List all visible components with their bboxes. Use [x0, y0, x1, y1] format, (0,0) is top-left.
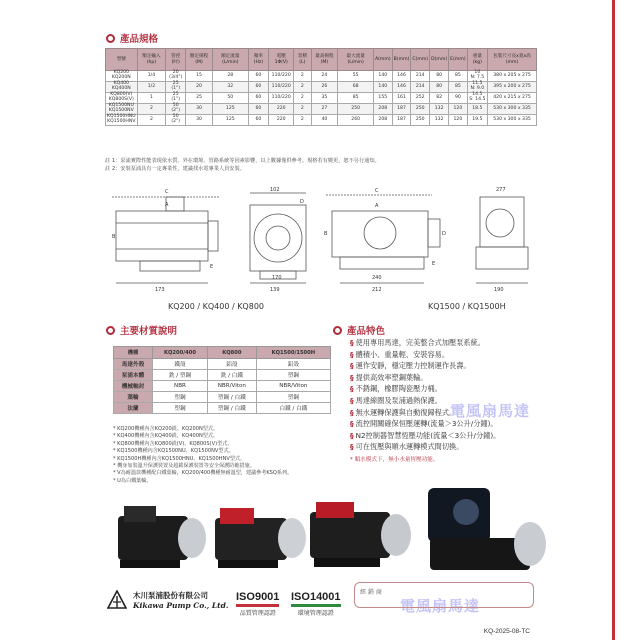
spec-cell: 2: [294, 82, 311, 93]
spec-cell: 50 (2"): [166, 115, 186, 126]
material-note: * 機身加裝溫升保護裝置及超載保護裝置等安全保護防範措施。: [113, 463, 255, 470]
material-cell: 塑鋼: [256, 392, 330, 403]
watermark: 電風扇馬達: [450, 402, 531, 420]
iso-bar: [291, 604, 341, 607]
pump-photo-kq1500: [428, 488, 546, 570]
spec-cell: 530 x 300 x 335: [488, 115, 537, 126]
spec-cell: 28: [212, 71, 248, 82]
spec-cell: 2: [294, 93, 311, 104]
check-icon: §: [350, 349, 354, 359]
pump-photo-kq200: [118, 506, 206, 568]
check-icon: §: [350, 372, 354, 382]
material-table: [113, 346, 331, 414]
spec-header-cell: B(mm): [392, 49, 411, 71]
check-icon: §: [350, 361, 354, 371]
material-cell: 銑 / 白鐵: [207, 370, 256, 381]
spec-header-cell: 額定輸入(hp): [137, 49, 166, 71]
spec-cell: 10 N: 7.5: [467, 71, 487, 82]
product-photos: [110, 478, 550, 578]
dim-label: 240: [372, 275, 382, 281]
spec-cell: 60: [248, 82, 269, 93]
spec-cell: 146: [392, 71, 411, 82]
material-cell: 塑鋼 / 白鐵: [207, 392, 256, 403]
material-cell: 機械軸封: [114, 381, 153, 392]
spec-header-cell: C(mm): [411, 49, 430, 71]
spec-header-cell: 最大流量(L/min): [338, 49, 374, 71]
dim-label: C: [165, 189, 169, 195]
material-cell: NBR/Viton: [256, 381, 330, 392]
pump-photo-kq800: [310, 502, 411, 567]
spec-cell: 187: [392, 104, 411, 115]
spec-cell: 24: [311, 71, 338, 82]
spec-cell: 30: [186, 115, 213, 126]
spec-header-cell: 型號: [106, 49, 138, 71]
spec-row: [106, 115, 537, 126]
check-icon: §: [350, 442, 354, 452]
spec-cell: 125: [212, 104, 248, 115]
spec-cell: 110/220: [269, 82, 294, 93]
spec-cell: 132: [430, 104, 449, 115]
spec-note: 註 1：泵浦實際性能表現依水質、外在環境、管路系統等因素影響，以上數據僅供參考。規格若有變更，恕不另行通知。: [105, 158, 380, 164]
caption-left: KQ200 / KQ400 / KQ800: [168, 302, 264, 311]
material-header-cell: 機種: [114, 347, 153, 359]
dim-label: E: [432, 261, 436, 267]
spec-cell: 2: [294, 104, 311, 115]
dim-label: A: [165, 202, 169, 208]
dim-label: 102: [270, 187, 280, 193]
feature-text: 運作安靜，穩定壓力控制運作長壽。: [355, 361, 471, 371]
spec-note: 註 2：安裝泵浦具有一定專業性，建議找水電專業人員安裝。: [105, 166, 245, 172]
material-cell: 鋁殼: [207, 359, 256, 370]
spec-cell: 395 x 200 x 275: [488, 82, 537, 93]
spec-header-cell: 額定流量(L/min): [212, 49, 248, 71]
feature-item: [350, 372, 550, 384]
spec-cell: 80: [430, 71, 449, 82]
spec-header-cell: D(mm): [430, 49, 449, 71]
feature-item: [350, 383, 550, 395]
spec-cell: 82: [430, 93, 449, 104]
material-cell: 白鐵 / 白鐵: [256, 403, 330, 414]
spec-cell: 208: [373, 104, 392, 115]
spec-cell: 20: [186, 82, 213, 93]
spec-cell: 250: [411, 115, 430, 126]
spec-header-cell: A(mm): [373, 49, 392, 71]
material-header-cell: KQ1500/1500H: [256, 347, 330, 359]
spec-cell: 125: [212, 115, 248, 126]
spec-cell: 1/2: [137, 82, 166, 93]
material-table-body: [114, 359, 331, 414]
spec-cell: 68: [338, 82, 374, 93]
check-icon: §: [350, 338, 354, 347]
material-note: * KQ1500H機種內含KQ1500HNU、KQ1500HNV型式。: [113, 455, 246, 462]
circle-icon: [106, 326, 115, 335]
dim-label: 173: [155, 287, 165, 293]
spec-header-cell: 最高揚程(M): [311, 49, 338, 71]
dim-label: 190: [494, 287, 504, 293]
spec-notes: [105, 157, 380, 173]
material-cell: 法蘭: [114, 403, 153, 414]
feature-text: 不銹鋼，橡膠陶瓷壓力桶。: [355, 384, 442, 394]
spec-cell: 140: [373, 71, 392, 82]
spec-row: [106, 104, 537, 115]
dim-label: D: [300, 199, 304, 205]
company-logo-block: [107, 590, 229, 610]
material-cell: 鐵殼: [153, 359, 208, 370]
spec-cell: 250: [411, 104, 430, 115]
spec-cell: 27: [311, 104, 338, 115]
dim-label: 212: [372, 287, 382, 293]
spec-cell: 85: [338, 93, 374, 104]
spec-table-header: [106, 49, 537, 71]
feature-text: 流控開關確保恒壓運轉(流量＞3公升/分鐘)。: [355, 419, 498, 429]
pump-drawing-kq200: [110, 183, 310, 293]
spec-cell: 2: [294, 71, 311, 82]
material-note: * KQ200機種內含KQ200銑、KQ200N型式。: [113, 426, 219, 432]
iso9001-badge: ISO9001 品質管理認證: [236, 591, 280, 617]
spec-cell: 214: [411, 71, 430, 82]
feature-text: 馬達線圈及泵浦過熱保護。: [355, 395, 442, 405]
pump-drawing-kq1500: [320, 183, 550, 293]
dim-label: A: [375, 203, 379, 209]
spec-header-cell: 容積(L): [294, 49, 311, 71]
spec-cell: KQ1500HNU KQ1500HNV: [107, 114, 136, 124]
spec-cell: 214: [411, 82, 430, 93]
spec-cell: 60: [248, 93, 269, 104]
material-note: * KQ1500機種內含KQ1500NU、KQ1500NV型式。: [113, 448, 234, 455]
spec-cell: 187: [392, 115, 411, 126]
spec-cell: 120: [449, 115, 467, 126]
dim-label: E: [210, 264, 214, 270]
spec-table: [105, 48, 537, 126]
dim-label: 277: [496, 187, 506, 193]
material-note: * KQ800機種內含KQ800銑(V)、KQ800S(V)型式。: [113, 440, 233, 447]
material-cell: 鋁殼: [256, 359, 330, 370]
feature-item: [350, 360, 550, 372]
feature-item: [350, 430, 550, 442]
spec-row: [106, 82, 537, 93]
material-cell: 塑鋼: [153, 392, 208, 403]
iso14001-badge: ISO14001 環境管理認證: [291, 591, 341, 617]
spec-header-cell: 管徑(吋): [166, 49, 186, 71]
material-cell: 塑鋼: [153, 403, 208, 414]
spec-cell: 85: [449, 82, 467, 93]
material-note: * KQ400機種內含KQ400銑、KQ400N型式。: [113, 433, 219, 440]
spec-cell: 2: [137, 104, 166, 115]
spec-cell: 50 (2"): [166, 104, 186, 115]
kikawa-logo-icon: [107, 590, 127, 610]
circle-icon: [106, 34, 115, 43]
spec-cell: 25: [186, 93, 213, 104]
material-notes: [113, 426, 292, 485]
features-footnote: * 順水模式下，無小水量恆壓功能。: [350, 456, 439, 463]
spec-cell: 530 x 300 x 335: [488, 104, 537, 115]
iso-bar: [236, 604, 279, 607]
feature-text: 無水運轉保護與自動復歸程式。: [355, 407, 457, 417]
spec-cell: 19.5: [467, 115, 487, 126]
material-row: [114, 381, 331, 392]
material-cell: 泵浦本體: [114, 370, 153, 381]
spec-cell: KQ200 KQ200N: [106, 71, 138, 82]
spec-cell: 90: [449, 93, 467, 104]
check-icon: §: [350, 384, 354, 394]
check-icon: §: [350, 419, 354, 429]
pump-photo-kq400: [215, 508, 306, 568]
watermark: 電風扇馬達: [400, 597, 481, 615]
dim-label: D: [442, 231, 446, 237]
spec-cell: 60: [248, 71, 269, 82]
dim-label: 170: [272, 275, 282, 281]
circle-icon: [333, 326, 342, 335]
spec-cell: 60: [248, 104, 269, 115]
company-name-en: Kikawa Pump Co., Ltd.: [133, 601, 229, 610]
spec-cell: KQ400 KQ400N: [106, 82, 138, 93]
spec-cell: 14.5 S: 14.5: [467, 93, 487, 104]
spec-cell: 140: [373, 82, 392, 93]
feature-text: N2控制器智慧恆壓功能(流量＜3公升/分鐘)。: [355, 430, 501, 440]
spec-cell: 220: [269, 115, 294, 126]
spec-header-cell: 頻率(Hz): [248, 49, 269, 71]
material-table-header: [114, 347, 331, 359]
feature-item: [350, 441, 550, 453]
material-row: [114, 370, 331, 381]
spec-header-cell: 額定揚程(M): [186, 49, 213, 71]
material-note: * U為白鐵葉輪。: [113, 477, 152, 484]
feature-text: 提供高效率塑鋼葉輪。: [355, 372, 428, 382]
spec-cell: 2: [137, 115, 166, 126]
right-red-bar: [612, 0, 615, 640]
spec-cell: 380 x 205 x 275: [488, 71, 537, 82]
spec-header-cell: 重量(kg): [467, 49, 487, 71]
spec-cell: 20 (3/4"): [166, 71, 186, 82]
spec-cell: 60: [248, 115, 269, 126]
dim-label: B: [112, 234, 116, 240]
feature-text: 可在恆壓與順水運轉模式間切換。: [355, 442, 464, 452]
spec-cell: 161: [392, 93, 411, 104]
material-row: [114, 392, 331, 403]
check-icon: §: [350, 430, 354, 440]
caption-right: KQ1500 / KQ1500H: [428, 302, 506, 311]
material-cell: NBR: [153, 381, 208, 392]
spec-cell: 11.5 N: 9.0: [467, 82, 487, 93]
spec-cell: 1/4: [137, 71, 166, 82]
spec-cell: 30: [186, 104, 213, 115]
spec-row: [106, 93, 537, 104]
spec-row: [106, 71, 537, 82]
spec-cell: 25 (1"): [166, 93, 186, 104]
material-section-title: 主要材質說明: [106, 323, 177, 337]
material-cell: NBR/Viton: [207, 381, 256, 392]
spec-cell: 85: [449, 71, 467, 82]
feature-item: [350, 349, 550, 361]
dim-label: B: [324, 231, 328, 237]
company-name-cn: 木川泵浦股份有限公司: [133, 591, 208, 600]
spec-cell: 40: [311, 115, 338, 126]
spec-cell: 1: [137, 93, 166, 104]
spec-cell: 15: [186, 71, 213, 82]
spec-header-cell: E(mm): [449, 49, 467, 71]
spec-cell: 220: [269, 104, 294, 115]
spec-cell: 110/220: [269, 93, 294, 104]
spec-cell: 155: [373, 93, 392, 104]
material-cell: 馬達外殼: [114, 359, 153, 370]
spec-cell: KQ1500NU KQ1500NV: [106, 104, 138, 115]
spec-cell: 26: [311, 82, 338, 93]
material-cell: 塑鋼: [256, 370, 330, 381]
spec-cell: 208: [373, 115, 392, 126]
feature-text: 使用專用馬達，完美整合式加壓泵系統。: [355, 338, 485, 347]
spec-cell: 80: [430, 82, 449, 93]
dealer-box: [354, 582, 534, 608]
spec-cell: 18.5: [467, 104, 487, 115]
dim-label: 139: [270, 287, 280, 293]
spec-cell: KQ800(V) KQ800S(V): [106, 93, 138, 104]
material-cell: 葉輪: [114, 392, 153, 403]
spec-cell: 250: [338, 104, 374, 115]
material-note: * V為耐溫款機種配白鐵葉輪，KQ200/400機種無耐溫型，建議參考KSQ系列。: [113, 470, 293, 477]
feature-text: 體積小、重量輕、安裝容易。: [355, 349, 450, 359]
feature-item: [350, 337, 550, 349]
spec-cell: 55: [338, 71, 374, 82]
spec-table-body: [106, 71, 537, 126]
spec-cell: 50: [212, 93, 248, 104]
material-header-cell: KQ800: [207, 347, 256, 359]
check-icon: §: [350, 407, 354, 417]
spec-header-cell: 電壓1Φ(V): [269, 49, 294, 71]
dim-label: C: [375, 188, 379, 194]
spec-cell: 146: [392, 82, 411, 93]
spec-cell: 132: [430, 115, 449, 126]
spec-header-cell: 包裝尺寸長x寬x高(mm): [488, 49, 537, 71]
spec-cell: 120: [449, 104, 467, 115]
check-icon: §: [350, 395, 354, 405]
dealer-label: 經 銷 商: [360, 589, 382, 596]
spec-cell: 32: [212, 82, 248, 93]
material-row: [114, 359, 331, 370]
material-cell: 塑鋼 / 白鐵: [207, 403, 256, 414]
document-number: KQ-2025-08-TC: [483, 628, 530, 635]
features-section-title: 產品特色: [333, 323, 385, 337]
material-row: [114, 403, 331, 414]
spec-cell: 110/220: [269, 71, 294, 82]
spec-cell: 2: [294, 115, 311, 126]
spec-cell: 252: [411, 93, 430, 104]
spec-cell: 420 x 215 x 275: [488, 93, 537, 104]
spec-cell: 260: [338, 115, 374, 126]
spec-section-title: 產品規格: [106, 31, 158, 45]
spec-cell: 25 (1"): [166, 82, 186, 93]
material-cell: 銑 / 塑鋼: [153, 370, 208, 381]
spec-cell: 35: [311, 93, 338, 104]
material-header-cell: KQ200/400: [153, 347, 208, 359]
